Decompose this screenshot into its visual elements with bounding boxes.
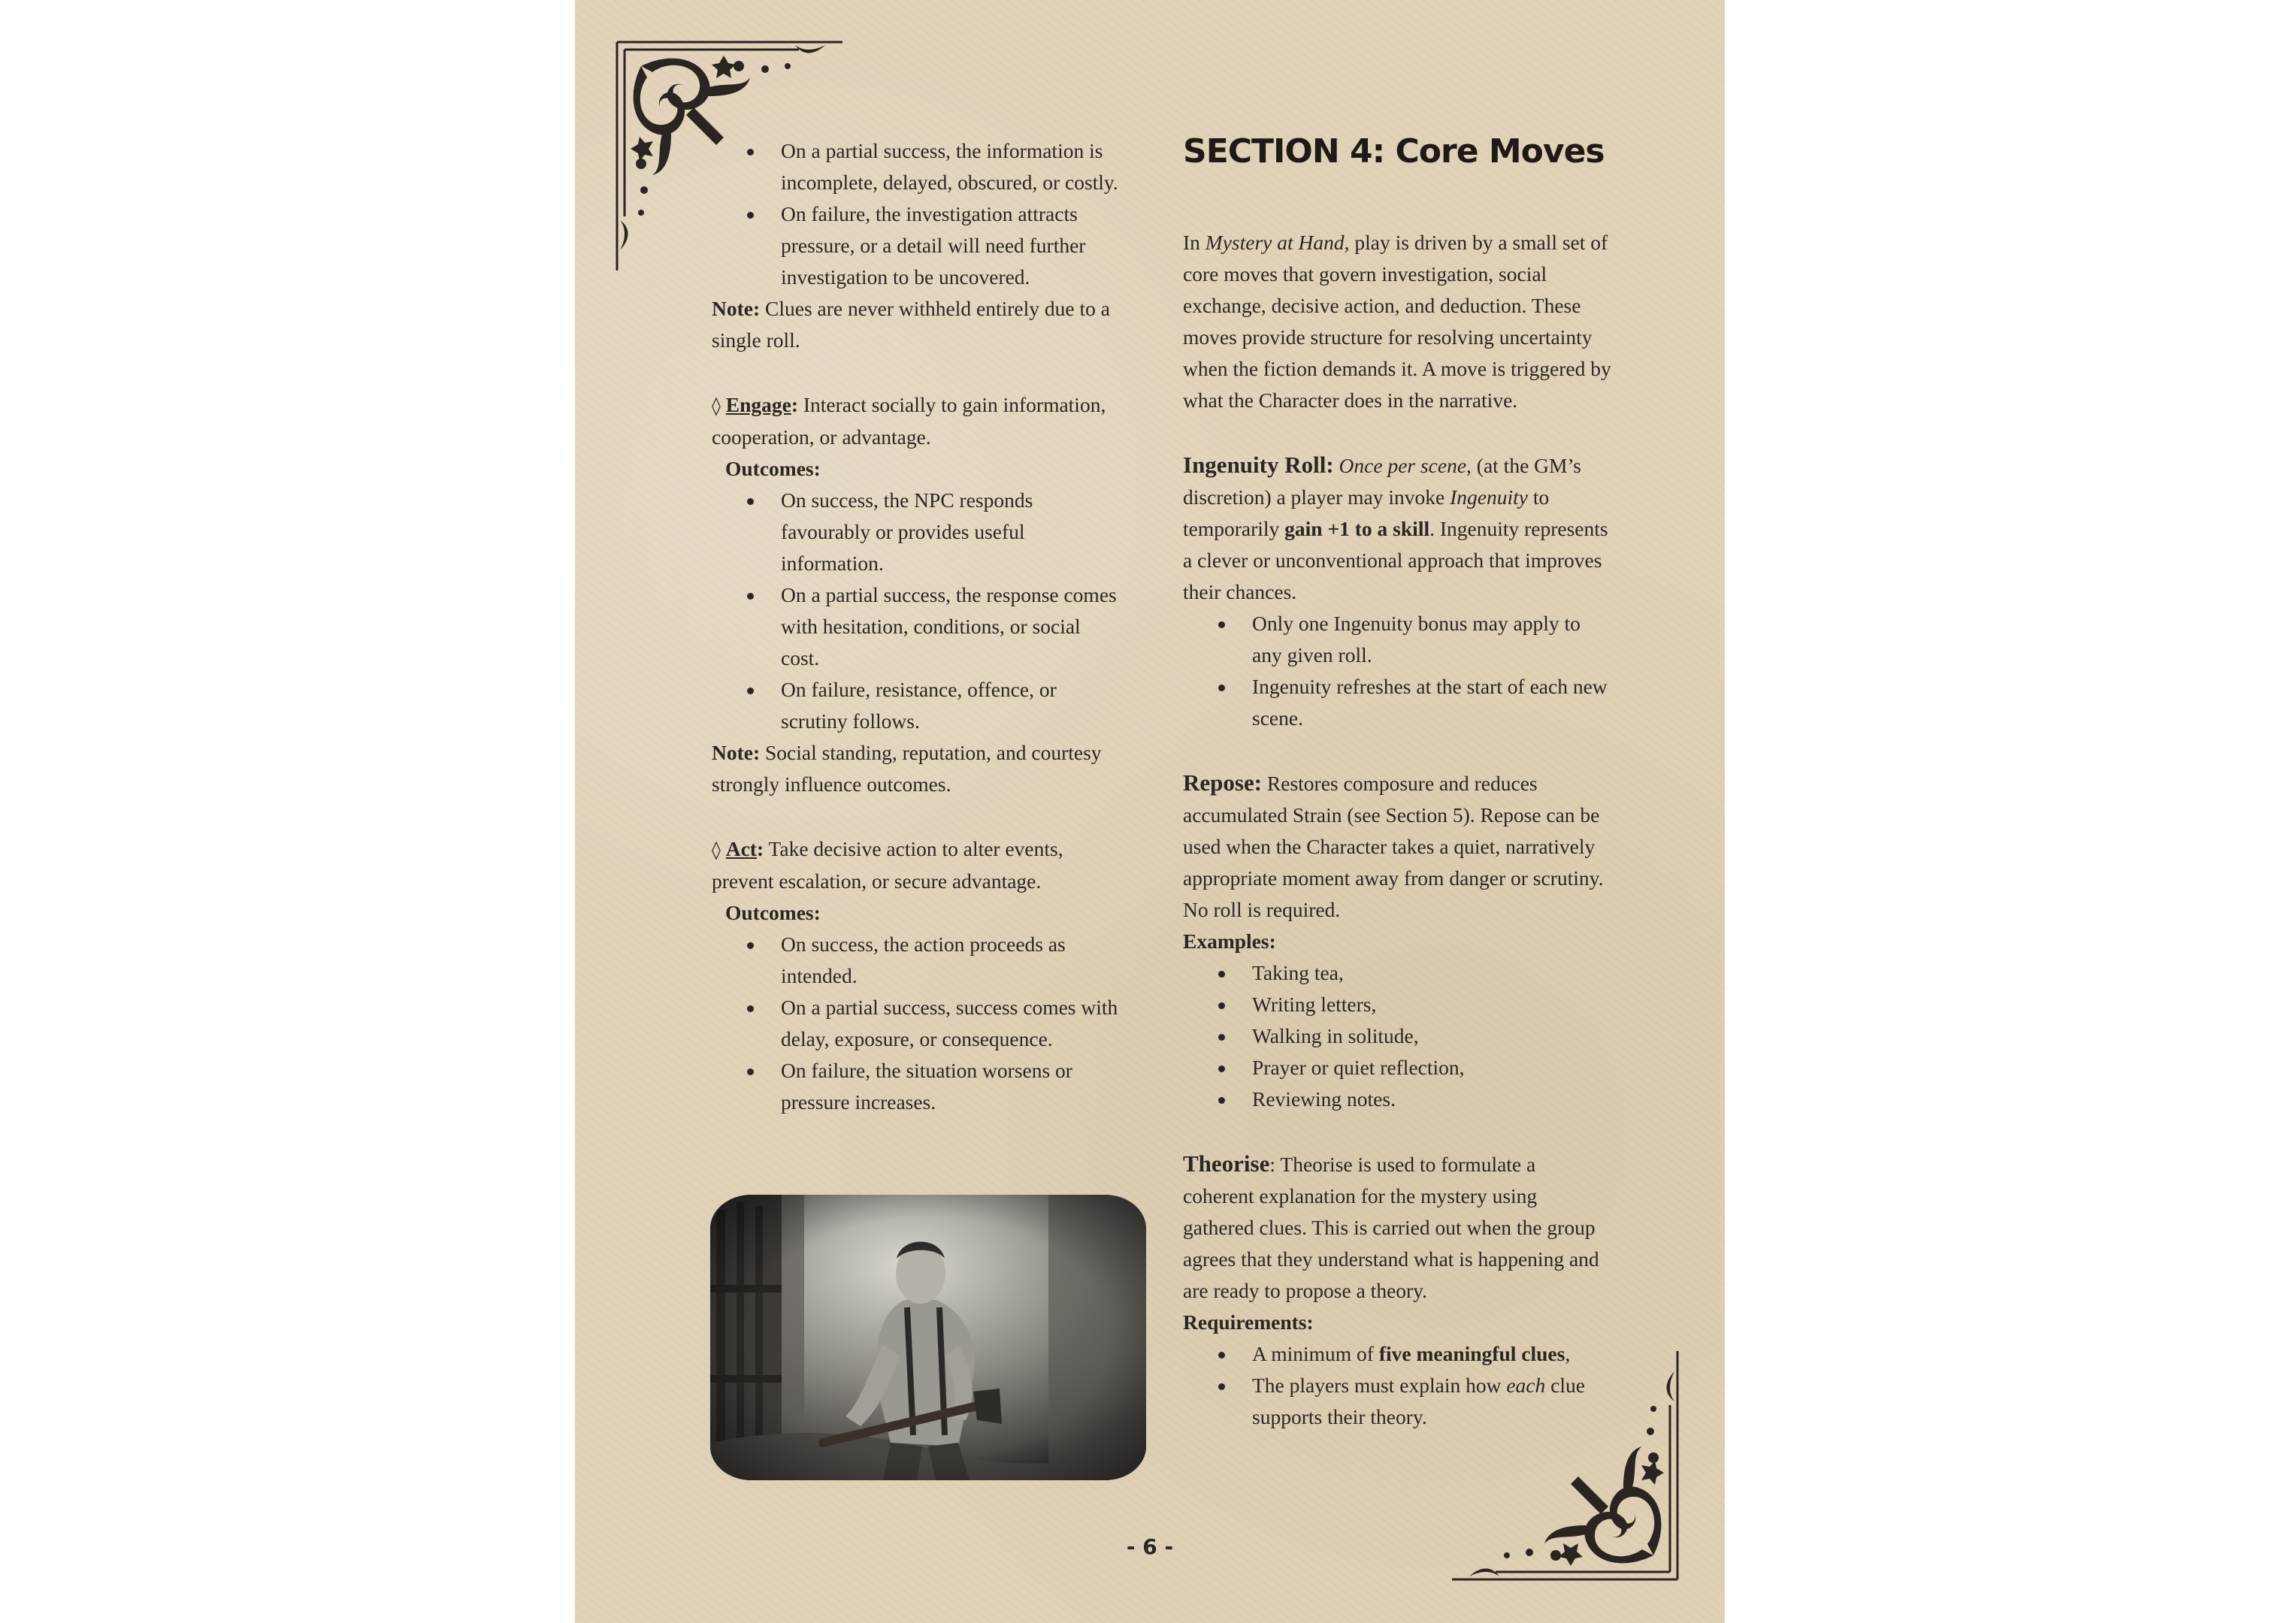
game-title-italic: Mystery at Hand — [1205, 231, 1345, 254]
list-item: Only one Ingenuity bonus may apply to any given roll. — [1183, 608, 1611, 671]
page-number: - 6 - — [1126, 1534, 1174, 1559]
ingenuity-list — [1183, 608, 1611, 734]
theorise-label: Theorise — [1183, 1150, 1270, 1177]
diamond-bullet-icon: ◊ — [712, 395, 721, 416]
investigate-outcomes-list — [712, 135, 1121, 293]
engage-move: ◊ Engage: Interact socially to gain information, cooperation, or advantage. — [712, 393, 1106, 449]
list-item: Writing letters, — [1183, 989, 1611, 1020]
ingenuity-label: Ingenuity Roll: — [1183, 452, 1334, 478]
list-item: On a partial success, success comes with delay, exposure, or consequence. — [712, 992, 1121, 1055]
list-item: On a partial success, the response comes with hesitation, conditions, or social cost. — [712, 579, 1121, 674]
repose-label: Repose: — [1183, 769, 1263, 796]
illustration-man-with-axe — [710, 1195, 1146, 1480]
list-item: Ingenuity refreshes at the start of each new scene. — [1183, 671, 1611, 734]
list-item: On success, the NPC responds favourably or provides useful information. — [712, 485, 1121, 579]
list-item: On failure, the situation worsens or pressure increases. — [712, 1055, 1121, 1118]
section-title: SECTION 4: Core Moves — [1183, 132, 1605, 171]
list-item: On a partial success, the information is incomplete, delayed, obscured, or costly. — [712, 135, 1121, 198]
list-item: Prayer or quiet reflection, — [1183, 1052, 1611, 1084]
list-item: On failure, the investigation attracts pressure, or a detail will need further investigation to be uncovered. — [712, 198, 1121, 293]
examples-label: Examples: — [1183, 929, 1276, 953]
note-text: Clues are never withheld entirely due to a single roll. — [712, 297, 1110, 352]
repose: Repose: Restores composure and reduces accumulated Strain (see Section 5). Repose can be used when the Character takes a quiet, narratively appropriate moment away from danger or scrutiny. No roll is required. — [1183, 769, 1604, 921]
left-column — [712, 135, 1121, 1118]
list-item: Reviewing notes. — [1183, 1084, 1611, 1115]
diamond-bullet-icon: ◊ — [712, 839, 721, 860]
repose-examples-list — [1183, 957, 1611, 1115]
list-item: A minimum of five meaningful clues, — [1183, 1338, 1611, 1370]
list-item: On success, the action proceeds as intended. — [712, 929, 1121, 992]
list-item: Walking in solitude, — [1183, 1020, 1611, 1052]
intro-paragraph: In Mystery at Hand, play is driven by a small set of core moves that govern investigation, social exchange, decisive action, and deduction. These moves provide structure for resolving uncertainty when the fiction demands it. A move is triggered by what the Character does in the narrative. — [1183, 231, 1611, 412]
requirements-list — [1183, 1338, 1611, 1433]
list-item: Taking tea, — [1183, 957, 1611, 989]
theorise: Theorise: Theorise is used to formulate a coherent explanation for the mystery using gathered clues. This is carried out when the group agrees that they understand what is happening and are ready to propose a theory. — [1183, 1150, 1599, 1302]
outcomes-label: Outcomes: — [725, 901, 821, 924]
note-label: Note: — [712, 741, 761, 764]
act-description: Take decisive action to alter events, prevent escalation, or secure advantage. — [712, 837, 1063, 893]
outcomes-label: Outcomes: — [725, 457, 821, 480]
ingenuity-roll: Ingenuity Roll: Once per scene, (at the GM’s discretion) a player may invoke Ingenuity to temporarily gain +1 to a skill. Ingenuity represents a clever or unconventional approach that improves their chances. — [1183, 452, 1608, 603]
engage-title: Engage — [725, 393, 791, 416]
note-text: Social standing, reputation, and courtesy strongly influence outcomes. — [712, 741, 1102, 796]
engage-description: Interact socially to gain information, cooperation, or advantage. — [712, 393, 1106, 449]
list-item: The players must explain how each clue supports their theory. — [1183, 1370, 1611, 1433]
engage-note — [712, 737, 1121, 800]
investigate-note — [712, 293, 1121, 356]
right-column — [1183, 132, 1611, 1433]
act-move: ◊ Act: Take decisive action to alter events, prevent escalation, or secure advantage. — [712, 837, 1063, 893]
rulebook-page — [575, 0, 1725, 1623]
act-title: Act — [725, 837, 757, 860]
act-outcomes-list — [712, 929, 1121, 1118]
note-label: Note: — [712, 297, 761, 320]
engage-outcomes-list — [712, 485, 1121, 737]
list-item: On failure, resistance, offence, or scrutiny follows. — [712, 674, 1121, 737]
requirements-label: Requirements: — [1183, 1310, 1314, 1334]
